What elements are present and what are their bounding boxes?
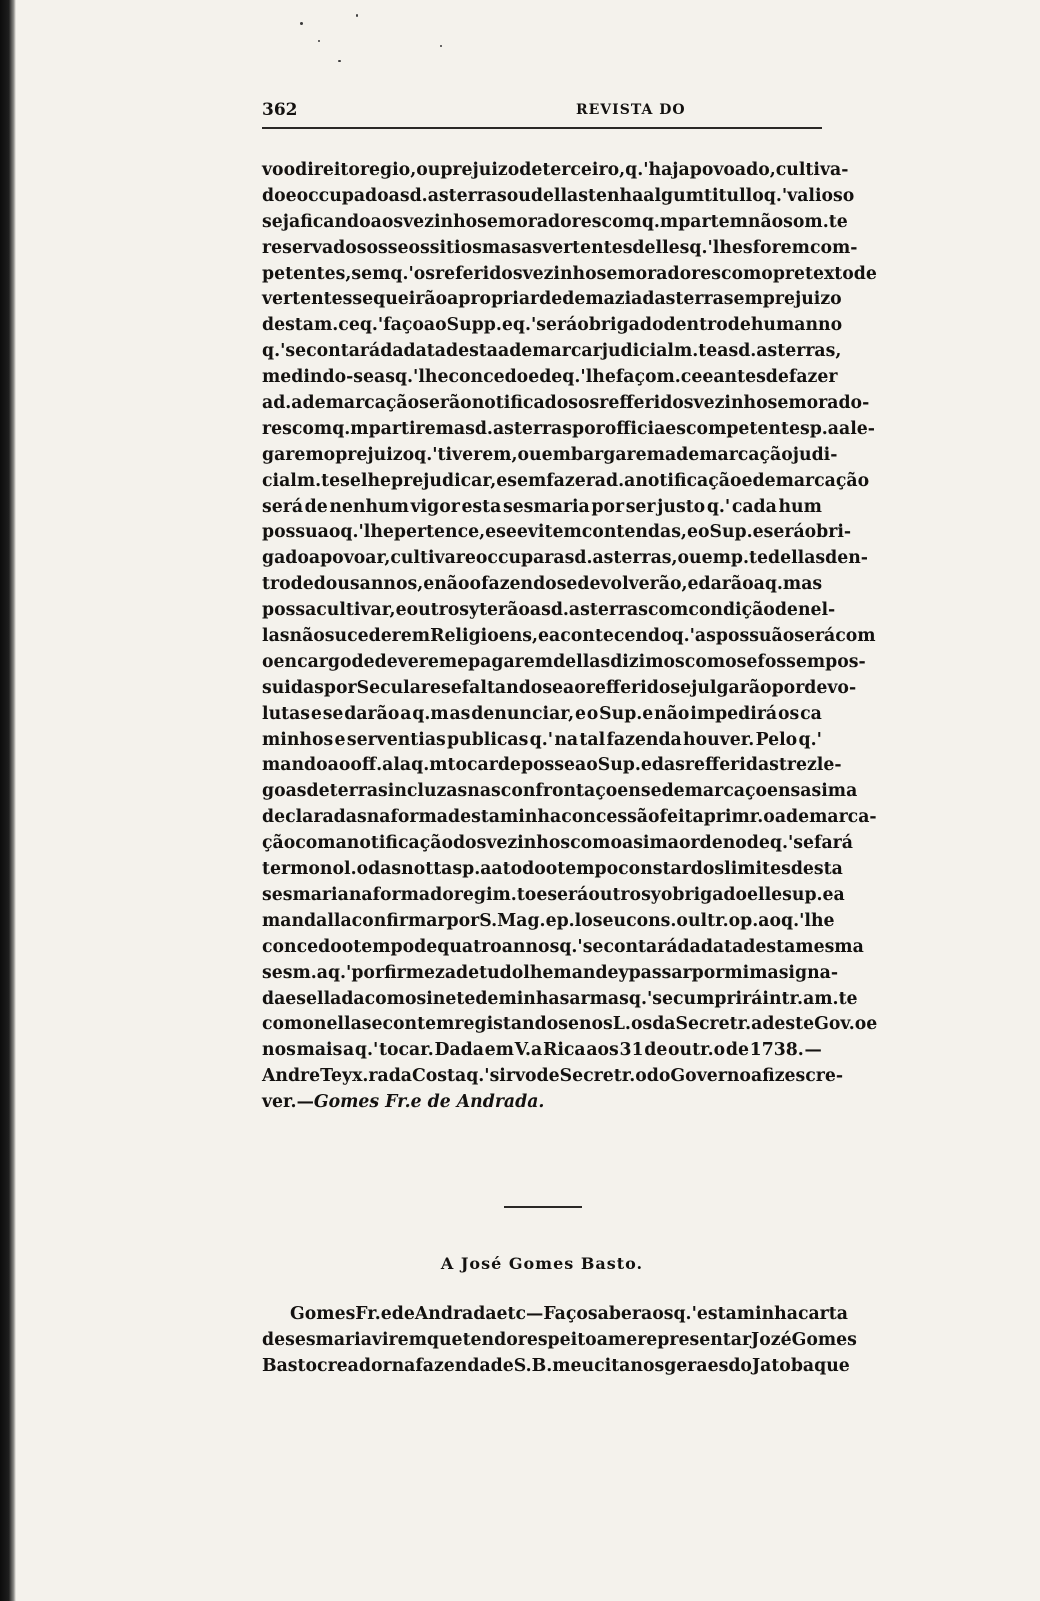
text-line: seja ficando aos vezinhos e moradores com q.m partem não som.te xyxy=(262,211,848,232)
closing-text: ver.— xyxy=(262,1092,314,1113)
text-line: de sesmaria virem que tendo respeito a me representar Jozé Gomes xyxy=(262,1329,857,1350)
text-line: possua o q.' lhe pertence, e se evitem contendas, e o Sup.e será obri- xyxy=(262,522,852,543)
ink-speck xyxy=(318,40,320,42)
text-line: declaradas na forma desta minha concessão feita primr.o a demarca- xyxy=(262,807,877,828)
text-line: do e occupado as d.as terras ou dellas tenha algum titullo q.' valioso xyxy=(262,185,855,206)
ink-speck xyxy=(300,22,303,25)
text-line: termo no l.o das nottas p.a a todo o tempo constar dos limites desta xyxy=(262,859,843,880)
text-line: Basto creador na fazenda de S. B.meu cita nos geraes do Jatoba que xyxy=(262,1355,850,1376)
text-line: possa cultivar, e outro sy terão as d.as terras com condição de nel- xyxy=(262,600,836,621)
text-line: vo o direito regio, ou prejuizo de terceiro, q.' haja povoado, cultiva- xyxy=(262,160,849,180)
page-number: 362 xyxy=(262,100,298,120)
text-line: petentes, sem q.' os referidos vezinhos e moradores com o pretexto de xyxy=(262,263,877,284)
text-line: Gomes Fr.e de Andrada etc — Faço saber aos q.' esta minha carta xyxy=(290,1304,848,1324)
ink-speck xyxy=(356,14,358,17)
text-line: da e sellada com o sinete de minhas armas q.' se cumprirá intr.am.te xyxy=(262,988,858,1009)
text-line: Andre Teyx.ra da Costa q.' sirvo de Secretr.o do Governo a fiz escre- xyxy=(262,1066,844,1087)
text-line: suidas por Seculares e faltando se ao refferido se julgarão por devo- xyxy=(262,677,857,698)
text-line: vertentes se queirão apropriar de demaziadas terras em prejuizo xyxy=(262,289,842,310)
text-line: gado a povoar, cultivar e occupar as d.as terras, ou em p.te dellas den- xyxy=(262,548,868,569)
text-line: medindo-se as q.' lhe concedo e de q.' lhe faço m.ce e antes de fazer xyxy=(262,367,838,388)
signature-name: Gomes Fr.e de Andrada. xyxy=(313,1092,545,1113)
text-line: sesm.a q.' por firmeza de tudo lhe mandey passar por mim asigna- xyxy=(262,962,839,983)
book-spine-shadow xyxy=(0,0,16,1601)
text-line: tro de dous annos, e não o fazendo se devolverão, e darão a q.m as xyxy=(262,574,823,595)
text-line: minhos e serventias publicas q.' na tal fazenda houver. Pelo q.' xyxy=(262,729,822,750)
text-line: lutas e se darão a q.m as denunciar, e o Sup.e não impedirá os ca xyxy=(262,703,822,724)
text-line: sesmaria na forma do regim.to e será outro sy obrigado elle sup.e a xyxy=(262,884,845,905)
text-line: será de nenhum vigor esta sesmaria por ser justo q.' cada hum xyxy=(262,496,822,517)
text-line-closing xyxy=(262,1090,822,1116)
text-line: a d.a demarcação serão notificados os refferidos vezinhos e morado- xyxy=(262,393,870,414)
header-rule xyxy=(262,127,822,129)
text-line: desta m.ce q.' faço ao Supp.e q.' será obrigado dentro de hum anno xyxy=(262,315,843,336)
text-line: las não sucederem Religioens, e acontecendo q.' as possuão será com xyxy=(262,626,876,647)
text-line: q.' se contará da data desta a demarcar judicialm.te as d.as terras, xyxy=(262,341,842,362)
text-line: res com q.m partirem as d.as terras por officiaes competentes p.a ale- xyxy=(262,418,875,439)
section-title: A José Gomes Basto. xyxy=(440,1254,644,1273)
text-line: como nella se contem registandose nos L.os da Secretr.a deste Gov.o e xyxy=(262,1014,878,1035)
text-line: ção com a notificação dos vezinhos como asima ordeno de q.' se fará xyxy=(262,833,853,854)
text-line: mando ao off.al a q.m tocar de posse ao Sup.e das refferidas trez le- xyxy=(262,755,842,776)
text-line: cialm.te se lhe prejudicar, e sem fazer a d.a notificação e demarcação xyxy=(262,470,870,491)
text-line: o encargo de deverem e pagarem dellas dizimos como se fossem pos- xyxy=(262,651,866,672)
section-body xyxy=(262,1302,857,1380)
text-line: garem o prejuizo q.' tiverem, ou embargarem a demarcação judi- xyxy=(262,444,838,465)
page-header xyxy=(262,100,822,122)
text-line: nos mais a q.' tocar. Dada em V.a Rica aos 31 de outr.o de 1738. — xyxy=(262,1040,822,1061)
document-body xyxy=(262,158,878,1116)
text-line: mandalla confirmar por S. Mag.e p.lo seu cons.o ultr.o p.a o q.' lhe xyxy=(262,910,835,931)
text-line: goas de terras incluzas nas confrontaçoens e demarcaçoens asima xyxy=(262,781,858,802)
text-line: concedo o tempo de quatro annos q.' se contará da data desta mesma xyxy=(262,936,864,957)
ink-speck xyxy=(338,60,341,62)
running-head: REVISTA DO xyxy=(576,102,686,118)
text-line: reservados os seos sitios mas as vertentes delles q.' lhes forem com- xyxy=(262,237,858,258)
ink-speck xyxy=(440,45,442,47)
section-divider xyxy=(504,1206,582,1208)
